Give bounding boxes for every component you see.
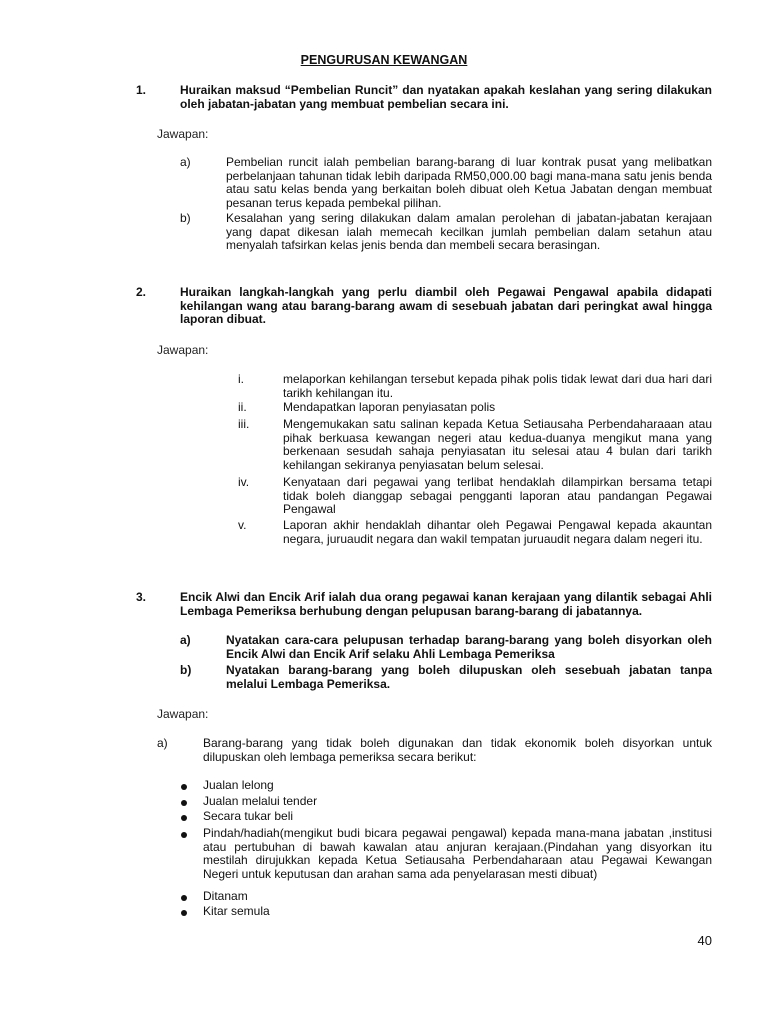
q3-sub-a-label: a) [180, 633, 191, 647]
q2-step-text: Laporan akhir hendaklah dihantar oleh Pegawai Pengawal kepada akauntan negara, juruaudit negara dan wakil tempatan juruaudit negara dalam negeri itu. [283, 518, 712, 546]
bullet-icon [181, 910, 187, 916]
bullet-icon [181, 784, 187, 790]
q3-answer-a-text: Barang-barang yang tidak boleh digunakan dan tidak ekonomik boleh disyorkan untuk dilupuskan oleh lembaga pemeriksa secara berikut: [203, 736, 712, 764]
q3-bullet-item: Kitar semula [203, 904, 270, 918]
q3-sub-a-text: Nyatakan cara-cara pelupusan terhadap barang-barang yang boleh disyorkan oleh Encik Alwi dan Encik Arif selaku Ahli Lembaga Pemeriksa [226, 633, 712, 661]
bullet-icon [181, 800, 187, 806]
q2-step-label: iv. [238, 475, 250, 489]
q2-step-text: Mendapatkan laporan penyiasatan polis [283, 400, 496, 414]
q1-answer-b-text: Kesalahan yang sering dilakukan dalam amalan perolehan di jabatan-jabatan kerajaan yang dapat dikesan ialah memecah kecilkan jumlah pembelian dalam setahun atau menyalah tafsirkan kelas jenis benda dan membeli secara berasingan. [226, 211, 712, 252]
q1-answer-a-label: a) [180, 155, 191, 169]
q2-jawapan-label: Jawapan: [157, 343, 209, 357]
q2-step-label: iii. [238, 417, 250, 431]
page-title: PENGURUSAN KEWANGAN [300, 53, 468, 67]
q2-step-text: Mengemukakan satu salinan kepada Ketua Setiausaha Perbendaharaaan atau pihak berkuasa kewangan negeri atau kedua-duanya mengikut mana yang berkenaan sesudah sahaja penyiasatan itu selesai atau 4 bulan dari tarikh kehilangan sekiranya penyiasatan belum selesai. [283, 417, 712, 472]
page-number: 40 [697, 933, 712, 948]
q1-answer-a-text: Pembelian runcit ialah pembelian barang-barang di luar kontrak pusat yang melibatkan perbelanjaan tahunan tidak lebih daripada RM50,000.00 bagi mana-mana satu jenis benda atau satu kelas benda yang berkaitan boleh dibuat oleh Ketua Jabatan dengan membuat pesanan terus kepada pembekal pilihan. [226, 155, 712, 210]
q2-question: Huraikan langkah-langkah yang perlu diambil oleh Pegawai Pengawal apabila didapati kehilangan wang atau barang-barang awam di sesebuah jabatan dari peringkat awal hingga laporan dibuat. [180, 285, 712, 326]
q3-bullet-item: Pindah/hadiah(mengikut budi bicara pegawai pengawal) kepada mana-mana jabatan ,institusi atau pertubuhan di bawah kawalan atau anjuran kerajaan.(Pindahan yang disyorkan itu mestilah dirujukkan kepada Ketua Setiausaha Perbendaharaan atau Pegawai Kewangan Negeri untuk keputusan dan arahan sama ada penyelarasan mesti dibuat) [203, 826, 712, 881]
q3-answer-a-label: a) [157, 736, 168, 750]
q2-step-label: i. [238, 372, 244, 386]
q1-jawapan-label: Jawapan: [157, 127, 209, 141]
bullet-icon [181, 895, 187, 901]
q1-answer-b-label: b) [180, 211, 191, 225]
q3-jawapan-label: Jawapan: [157, 707, 209, 721]
q2-step-text: melaporkan kehilangan tersebut kepada pihak polis tidak lewat dari dua hari dari tarikh kehilangan itu. [283, 372, 712, 400]
q2-number: 2. [136, 285, 147, 299]
q3-question: Encik Alwi dan Encik Arif ialah dua orang pegawai kanan kerajaan yang dilantik sebagai Ahli Lembaga Pemeriksa berhubung dengan pelupusan barang-barang di jabatannya. [180, 590, 712, 618]
q2-step-label: v. [238, 518, 247, 532]
q3-sub-b-label: b) [180, 663, 192, 677]
q2-step-text: Kenyataan dari pegawai yang terlibat hendaklah dilampirkan bersama tetapi tidak boleh dianggap sebagai pengganti laporan atau pandangan Pegawai Pengawal [283, 475, 712, 516]
q1-question: Huraikan maksud “Pembelian Runcit” dan nyatakan apakah keslahan yang sering dilakukan oleh jabatan-jabatan yang membuat pembelian secara ini. [180, 83, 712, 111]
q3-bullet-item: Ditanam [203, 889, 248, 903]
q3-number: 3. [136, 590, 147, 604]
q3-bullet-item: Secara tukar beli [203, 809, 294, 823]
q3-bullet-item: Jualan lelong [203, 778, 274, 792]
q1-number: 1. [136, 83, 147, 97]
q3-sub-b-text: Nyatakan barang-barang yang boleh dilupuskan oleh sesebuah jabatan tanpa melalui Lembaga Pemeriksa. [226, 663, 712, 691]
bullet-icon [181, 832, 187, 838]
bullet-icon [181, 815, 187, 821]
q3-bullet-item: Jualan melalui tender [203, 794, 318, 808]
q2-step-label: ii. [238, 400, 247, 414]
